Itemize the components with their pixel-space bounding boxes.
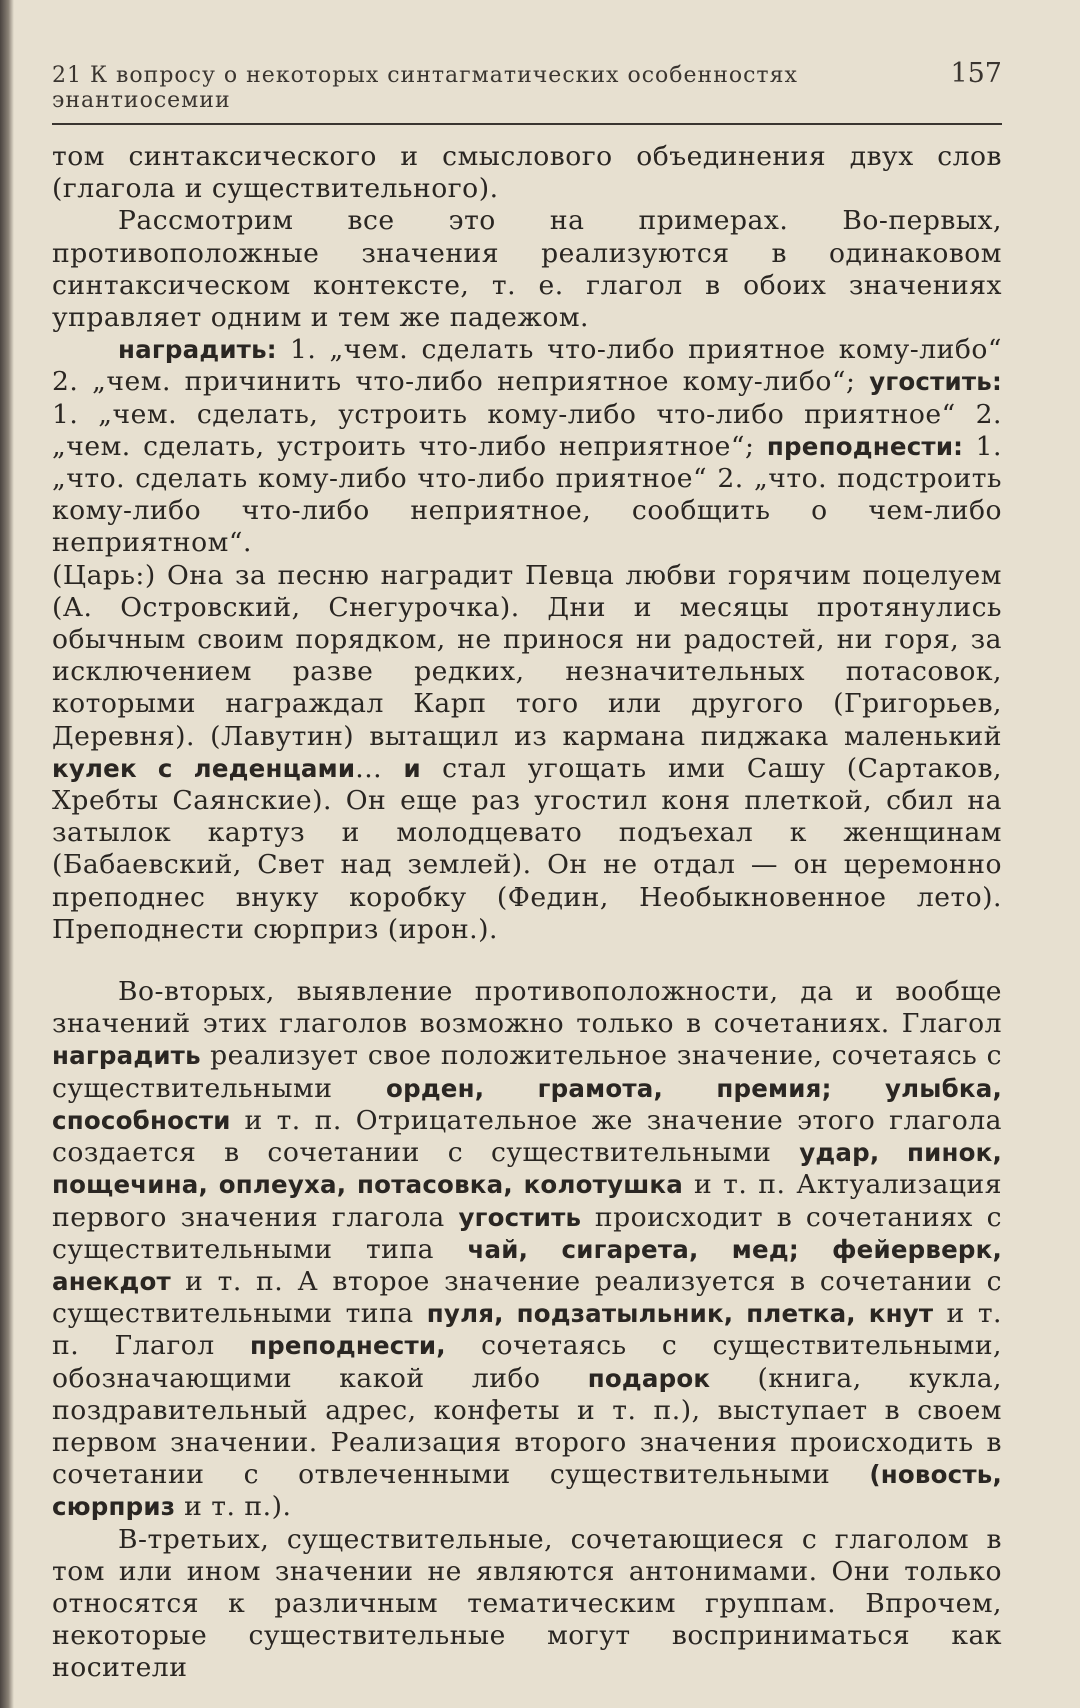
quoted-examples bbox=[52, 560, 1002, 946]
paragraph-examples-intro: Рассмотрим все это на примерах. Во-первых, противоположные значения реализуются в одинаковом синтаксическом контексте, т. е. глагол в обоих значениях управляет одним и тем же падежом. bbox=[52, 205, 1002, 334]
text-run: и т. п. Глагол bbox=[52, 1298, 1002, 1362]
text-run: и т. п. Отрицательное же значение этого глагола создается в сочетании с существительными bbox=[52, 1104, 1002, 1169]
text-run: происходит в сочетаниях с существительными типа bbox=[52, 1201, 1002, 1265]
bold-term: наградить bbox=[52, 1041, 201, 1071]
text-run: реализует свое положительное значение, сочетаясь с существительными bbox=[52, 1040, 1002, 1104]
page-number: 157 bbox=[950, 58, 1002, 89]
text-run: 1. „чем. сделать что-либо приятное кому-либо“ 2. „чем. причинить что-либо неприятное кому-либо“; bbox=[52, 334, 1002, 398]
text-run: 1. „чем. сделать, устроить кому-либо что-либо приятное“ 2. „чем. сделать, устроить что-либо неприятное“; bbox=[52, 398, 1002, 462]
bold-term: подарок bbox=[587, 1363, 711, 1393]
chapter-title: К вопросу о некоторых синтагматических особенностях энантиосемии bbox=[52, 63, 798, 113]
paragraph-third-point: В-третьих, существительные, сочетающиеся с глаголом в том или ином значении не являются антонимами. Они только относятся к различным тематическим группам. Впрочем, некоторые существительные могут восприниматься как носители bbox=[52, 1523, 1002, 1684]
bold-term: удар, пинок, пощечина, оплеуха, потасовка, колотушка bbox=[52, 1138, 1002, 1200]
bold-term: (новость, сюрприз bbox=[52, 1460, 1002, 1522]
bold-term: наградить: bbox=[118, 335, 277, 365]
text-run: (книга, кукла, поздравительный адрес, конфеты и т. п.), выступает в своем первом значении. Реализация второго значения происходить в сочетании с отвлеченными существительными bbox=[52, 1362, 1003, 1491]
book-page bbox=[52, 58, 1002, 1685]
bold-term: и bbox=[403, 753, 421, 783]
bold-term: угостить bbox=[458, 1202, 582, 1232]
bold-term: преподнести, bbox=[250, 1331, 446, 1361]
paragraph-definitions bbox=[52, 334, 1002, 559]
paragraph-second-point bbox=[52, 976, 1002, 1523]
running-head bbox=[52, 58, 1002, 123]
book-spine-shadow bbox=[0, 0, 14, 1708]
bold-term: орден, грамота, премия; улыбка, способности bbox=[52, 1073, 1003, 1135]
chapter-header bbox=[52, 63, 950, 113]
bold-term: преподнести: bbox=[766, 431, 964, 461]
text-run: и т. п.). bbox=[175, 1491, 292, 1523]
text-run: Во-вторых, выявление противоположности, да и вообще значений этих глаголов возможно только в сочетаниях. Глагол bbox=[52, 976, 1002, 1040]
text-run: сочетаясь с существительными, обозначающими какой либо bbox=[52, 1330, 1002, 1394]
text-run: 1. „что. сделать кому-либо что-либо приятное“ 2. „что. подстроить кому-либо что-либо неприятное, сообщить о чем-либо неприятном“. bbox=[52, 430, 1002, 559]
bold-term: кулек с леденцами bbox=[52, 753, 356, 783]
bold-term: угостить: bbox=[869, 367, 1002, 397]
body-text bbox=[52, 141, 1002, 1685]
header-rule bbox=[52, 123, 1002, 125]
chapter-number: 21 bbox=[52, 63, 82, 88]
bold-term: пуля, подзатыльник, плетка, кнут bbox=[426, 1299, 934, 1329]
text-run: стал угощать ими Сашу (Сартаков, Хребты Саянские). Он еще раз угостил коня плеткой, сбил на затылок картуз и молодцевато подъехал к женщинам (Бабаевский, Свет над землей). Он не отдал — он церемонно преподнес внуку коробку (Федин, Необыкновенное лето). Преподнести сюрприз (ирон.). bbox=[52, 752, 1002, 945]
bold-term: чай, сигарета, мед; фейерверк, анекдот bbox=[52, 1234, 1002, 1296]
paragraph-continuation: том синтаксического и смыслового объединения двух слов (глагола и существительного). bbox=[52, 141, 1002, 205]
text-run: (Царь:) Она за песню наградит Певца любви горячим поцелуем (А. Островский, Снегурочка). Дни и месяцы протянулись обычным своим порядком, не принося ни радостей, ни горя, за исключением разве редких, незначительных потасовок, которыми награждал Карп того или другого (Григорьев, Деревня). (Лавутин) вытащил из кармана пиджака маленький bbox=[52, 559, 1002, 752]
text-run: и т. п. А второе значение реализуется в сочетании с существительными типа bbox=[52, 1265, 1002, 1330]
text-run: и т. п. Актуализация первого значения глагола bbox=[52, 1169, 1002, 1233]
text-run: ... bbox=[355, 752, 404, 784]
paragraph-gap bbox=[52, 946, 1002, 976]
